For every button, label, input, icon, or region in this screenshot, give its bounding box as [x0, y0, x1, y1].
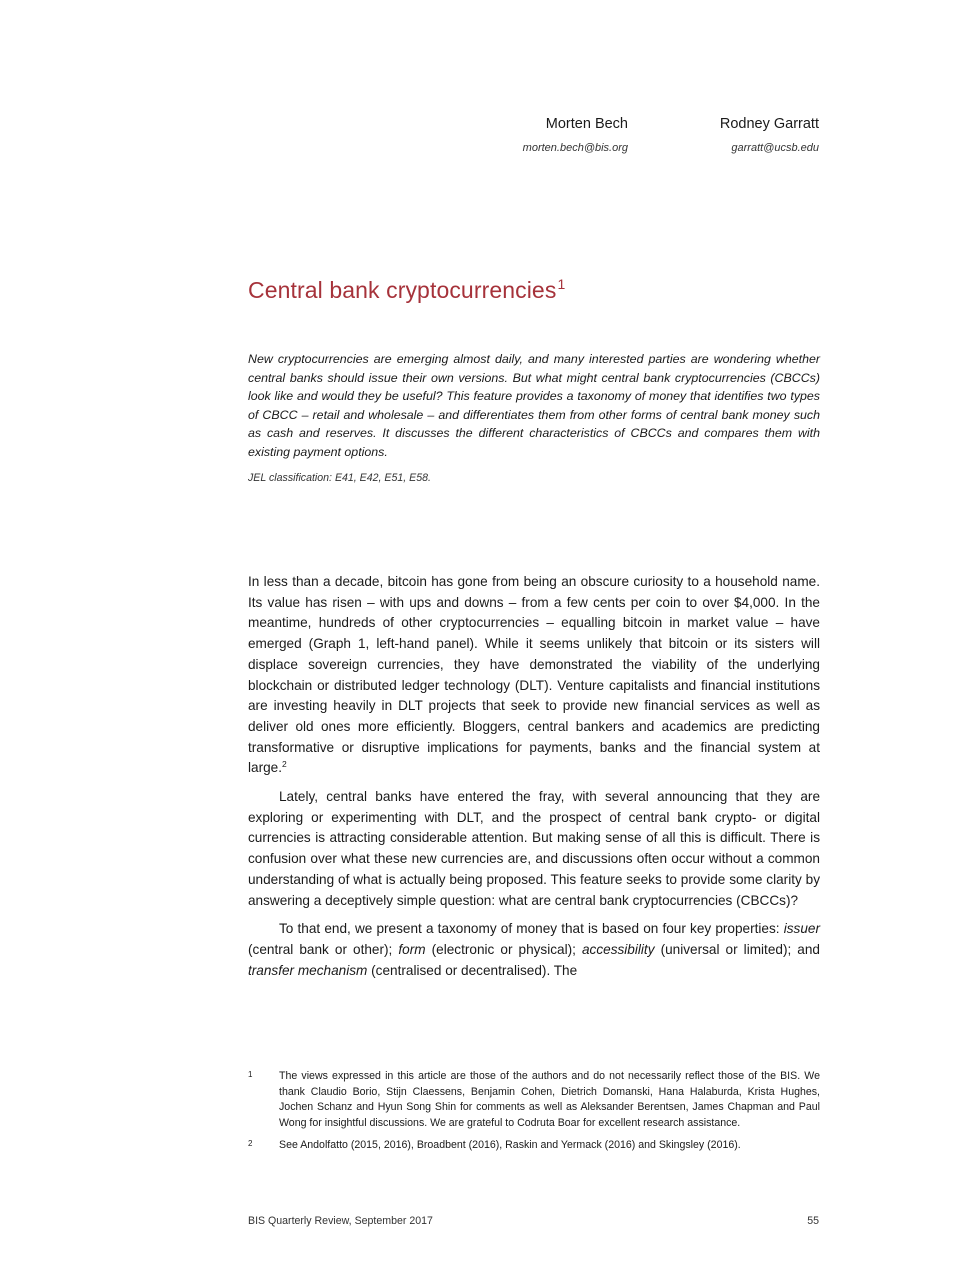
paragraph-1-text: In less than a decade, bitcoin has gone from being an obscure curiosity to a household name. Its value has risen – with ups and downs – from a few cents per coin to over $4,000. In the meantime, hundreds of other cryptocurrencies – equalling bitcoin in market value – have emerged (Graph 1, left-hand panel). While it seems unlikely that bitcoin or its sisters will displace sovereign currencies, they have demonstrated the viability of the underlying blockchain or distributed ledger technology (DLT). Venture capitalists and financial institutions are investing heavily in DLT projects that seek to provide new financial services as well as deliver old ones more efficiently. Bloggers, central bankers and academics are predicting transformative or disruptive implications for payments, banks and the financial system at large. — [248, 574, 820, 776]
paragraph-1 — [248, 572, 820, 779]
footnote-mark: 2 — [248, 1139, 253, 1148]
footnote-1 — [248, 1069, 820, 1131]
term-issuer: issuer — [783, 921, 820, 937]
footnotes — [248, 1069, 820, 1161]
footnote-2 — [248, 1138, 820, 1154]
title-footnote-ref: 1 — [557, 276, 566, 292]
term-form: form — [398, 941, 426, 957]
p3-part-e: (centralised or decentralised). The — [367, 962, 578, 978]
author-name: Morten Bech — [545, 116, 628, 132]
article-title — [248, 276, 565, 304]
author-block-1 — [523, 116, 628, 154]
body-text — [248, 572, 820, 989]
author-email: morten.bech@bis.org — [522, 142, 628, 154]
p3-part-c: (electronic or physical); — [425, 941, 582, 957]
p3-part-b: (central bank or other); — [248, 941, 399, 957]
footer-journal: BIS Quarterly Review, September 2017 — [248, 1215, 433, 1227]
footnote-mark: 1 — [248, 1070, 253, 1079]
term-transfer-mechanism: transfer mechanism — [248, 962, 368, 978]
article-title-text: Central bank cryptocurrencies — [248, 277, 557, 303]
author-block-2 — [720, 116, 819, 154]
footnote-text: See Andolfatto (2015, 2016), Broadbent (2016), Raskin and Yermack (2016) and Skingsley (2016). — [279, 1139, 741, 1151]
abstract: New cryptocurrencies are emerging almost daily, and many interested parties are wondering whether central banks should issue their own versions. But what might central bank cryptocurrencies (CBCCs) look like and would they be useful? This feature provides a taxonomy of money that identifies two types of CBCC – retail and wholesale – and differentiates them from other forms of central bank money such as cash and reserves. It discusses the different characteristics of CBCCs and compares them with existing payment options. — [248, 352, 820, 459]
p3-part-a: To that end, we present a taxonomy of money that is based on four key properties: — [279, 921, 784, 937]
footnote-ref-2: 2 — [282, 759, 287, 770]
author-email: garratt@ucsb.edu — [731, 142, 819, 154]
paragraph-3 — [248, 919, 820, 981]
p3-part-d: (universal or limited); and — [654, 941, 820, 957]
footnote-text: The views expressed in this article are those of the authors and do not necessarily reflect those of the BIS. We thank Claudio Borio, Stijn Claessens, Benjamin Cohen, Dietrich Domanski, Hana Halaburda, Krista Hughes, Jochen Schanz and Hyun Song Shin for comments as well as Aleksander Berentsen, James Chapman and Paul Wong for insightful discussions. We are grateful to Codruta Boar for excellent research assistance. — [279, 1070, 820, 1129]
page-number: 55 — [807, 1215, 819, 1227]
paragraph-2: Lately, central banks have entered the fray, with several announcing that they are exploring or experimenting with DLT, and the prospect of central bank crypto- or digital currencies is attracting considerable attention. But making sense of all this is difficult. There is confusion over what these new currencies are, and discussions often occur without a common understanding of what is actually being proposed. This feature seeks to provide some clarity by answering a deceptively simple question: what are central bank cryptocurrencies (CBCCs)? — [248, 789, 820, 908]
term-accessibility: accessibility — [581, 941, 655, 957]
jel-classification: JEL classification: E41, E42, E51, E58. — [248, 472, 431, 484]
author-name: Rodney Garratt — [719, 116, 819, 132]
